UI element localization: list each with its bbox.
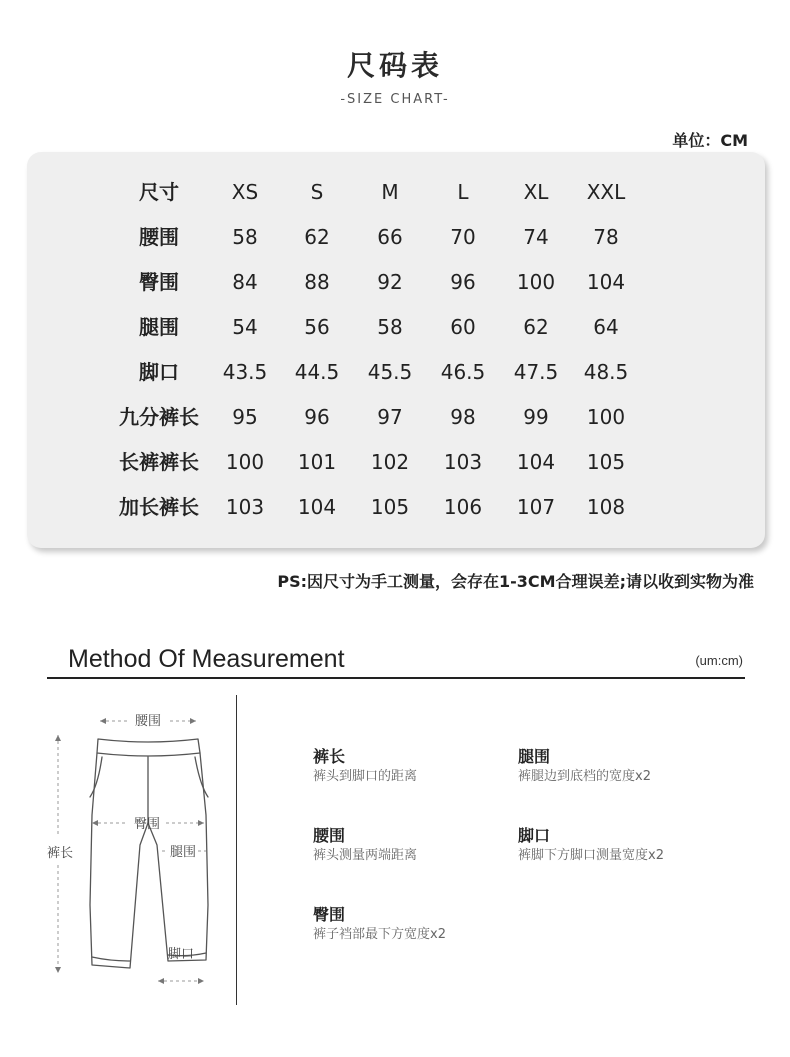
table-cell: 96 [304, 405, 330, 429]
table-cell: 101 [297, 450, 337, 474]
measure-item [313, 905, 446, 945]
table-cell: 64 [593, 315, 619, 339]
row-label: 臀围 [139, 270, 179, 294]
header-label: 尺寸 [139, 180, 179, 204]
table-row [27, 397, 765, 437]
table-cell: 106 [443, 495, 483, 519]
row-label: 脚口 [139, 360, 179, 384]
table-row [27, 217, 765, 257]
diagram-label-length: 裤长 [46, 846, 74, 861]
table-row [27, 262, 765, 302]
row-label: 腿围 [139, 315, 179, 339]
diagram-label-waist: 腰围 [134, 714, 162, 729]
table-cell: 58 [377, 315, 403, 339]
table-cell: 88 [304, 270, 330, 294]
table-header-row [27, 172, 765, 212]
measure-item-desc: 裤脚下方脚口测量宽度x2 [518, 848, 664, 863]
size-header: S [310, 180, 324, 204]
table-cell: 43.5 [222, 360, 268, 384]
table-cell: 103 [225, 495, 265, 519]
table-cell: 54 [232, 315, 258, 339]
table-cell: 62 [523, 315, 549, 339]
table-cell: 44.5 [294, 360, 340, 384]
table-cell: 98 [450, 405, 476, 429]
measure-item-name: 脚口 [518, 826, 551, 845]
measure-item-name: 腿围 [518, 747, 551, 766]
table-cell: 96 [450, 270, 476, 294]
measure-item [313, 747, 417, 787]
table-cell: 100 [586, 405, 626, 429]
table-cell: 45.5 [367, 360, 413, 384]
row-label: 腰围 [139, 225, 179, 249]
table-row [27, 352, 765, 392]
measure-item [518, 826, 664, 866]
diagram-label-hip: 臀围 [133, 817, 161, 832]
table-cell: 104 [586, 270, 626, 294]
table-cell: 95 [232, 405, 258, 429]
table-cell: 102 [370, 450, 410, 474]
row-label: 加长裤长 [119, 495, 199, 519]
size-header: M [381, 180, 399, 204]
table-row [27, 487, 765, 527]
size-header: XL [523, 180, 549, 204]
table-cell: 100 [516, 270, 556, 294]
table-cell: 99 [523, 405, 549, 429]
table-cell: 104 [516, 450, 556, 474]
size-header: L [457, 180, 469, 204]
column-divider [236, 695, 237, 1005]
measure-item-desc: 裤子裆部最下方宽度x2 [313, 927, 446, 942]
table-cell: 66 [377, 225, 403, 249]
page-title: 尺码表 [346, 49, 443, 82]
table-cell: 60 [450, 315, 476, 339]
table-cell: 56 [304, 315, 330, 339]
section-divider [47, 677, 745, 679]
table-cell: 105 [586, 450, 626, 474]
diagram-label-hem: 脚口 [167, 947, 195, 962]
size-header: XXL [586, 180, 626, 204]
table-cell: 74 [523, 225, 549, 249]
measurement-note: PS:因尺寸为手工测量，会存在1-3CM合理误差;请以收到实物为准 [277, 572, 754, 591]
measure-item-name: 裤长 [313, 747, 346, 766]
measure-item-desc: 裤腿边到底档的宽度x2 [518, 769, 651, 784]
table-cell: 97 [377, 405, 403, 429]
measure-item-name: 臀围 [313, 905, 346, 924]
table-cell: 105 [370, 495, 410, 519]
table-cell: 107 [516, 495, 556, 519]
table-cell: 46.5 [440, 360, 486, 384]
table-row [27, 442, 765, 482]
size-table-card [27, 152, 765, 548]
table-cell: 70 [450, 225, 476, 249]
table-cell: 92 [377, 270, 403, 294]
page-subtitle: -SIZE CHART- [340, 92, 450, 107]
table-cell: 84 [232, 270, 258, 294]
measure-item-desc: 裤头到脚口的距离 [313, 769, 418, 784]
table-cell: 100 [225, 450, 265, 474]
table-cell: 104 [297, 495, 337, 519]
row-label: 长裤裤长 [119, 450, 199, 474]
table-cell: 103 [443, 450, 483, 474]
measure-item-name: 腰围 [313, 826, 346, 845]
table-cell: 58 [232, 225, 258, 249]
table-cell: 108 [586, 495, 626, 519]
table-cell: 48.5 [583, 360, 629, 384]
measure-item-desc: 裤头测量两端距离 [313, 848, 418, 863]
method-unit: (um:cm) [695, 653, 743, 668]
diagram-label-thigh: 腿围 [169, 845, 197, 860]
method-title: Method Of Measurement [68, 645, 345, 673]
table-row [27, 307, 765, 347]
table-cell: 47.5 [513, 360, 559, 384]
table-cell: 78 [593, 225, 619, 249]
row-label: 九分裤长 [119, 405, 199, 429]
measure-item [518, 747, 651, 787]
size-header: XS [231, 180, 259, 204]
table-cell: 62 [304, 225, 330, 249]
unit-label: 单位：CM [672, 131, 748, 150]
measure-item [313, 826, 417, 866]
pants-diagram [40, 705, 230, 995]
